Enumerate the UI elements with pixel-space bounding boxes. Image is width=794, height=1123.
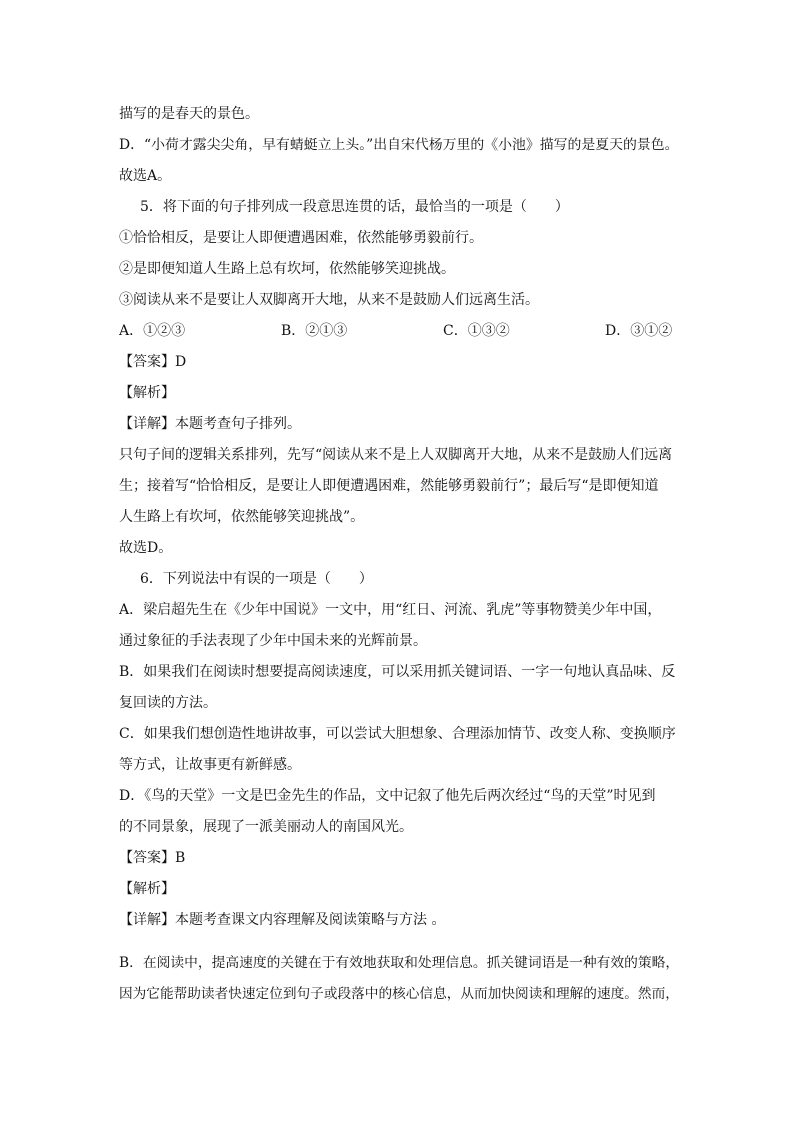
option-a-line: A．梁启超先生在《少年中国说》一文中，用“红日、河流、乳虎”等事物赞美少年中国， xyxy=(119,602,662,618)
text-line: D．“小荷才露尖尖角，早有蜻蜓立上头。”出自宋代杨万里的《小池》描写的是夏天的景色。 xyxy=(119,137,679,153)
analysis-label: 【解析】 xyxy=(119,881,175,897)
answer-label: 【答案】B xyxy=(119,850,186,866)
sentence-2: ②是即便知道人生路上总有坎坷，依然能够笑迎挑战。 xyxy=(119,261,455,277)
sentence-1: ①恰恰相反，是要让人即便遭遇困难，依然能够勇毅前行。 xyxy=(119,230,483,246)
detail-label: 【详解】本题考查句子排列。 xyxy=(119,416,301,432)
explanation-line: 因为它能帮助读者快速定位到句子或段落中的核心信息，从而加快阅读和理解的速度。然而， xyxy=(119,986,679,1002)
analysis-label: 【解析】 xyxy=(119,385,175,401)
option-d-line: D．《鸟的天堂》一文是巴金先生的作品，文中记叙了他先后两次经过“鸟的天堂”时见到 xyxy=(119,788,656,804)
option-c-line: C．如果我们想创造性地讲故事，可以尝试大胆想象、合理添加情节、改变人称、变换顺序 xyxy=(119,726,676,742)
option-c: C．①③② xyxy=(443,323,510,339)
option-b-line: 复回读的方法。 xyxy=(119,695,217,711)
explanation-line: 人生路上有坎坷，依然能够笑迎挑战”。 xyxy=(119,509,365,525)
option-a-line: 通过象征的手法表现了少年中国未来的光辉前景。 xyxy=(119,633,427,649)
text-line: 描写的是春天的景色。 xyxy=(119,106,259,122)
option-d: D．③①② xyxy=(605,323,673,339)
question-6-stem: 6．下列说法中有误的一项是（ ） xyxy=(140,571,373,587)
detail-label: 【详解】本题考查课文内容理解及阅读策略与方法 。 xyxy=(119,912,446,928)
explanation-line: 只句子间的逻辑关系排列，先写“阅读从来不是上人双脚离开大地，从来不是鼓励人们远离 xyxy=(119,447,673,463)
explanation-line: 生；接着写“恰恰相反，是要让人即便遭遇困难，然能够勇毅前行”；最后写“是即便知道 xyxy=(119,478,659,494)
option-b-line: B．如果我们在阅读时想要提高阅读速度，可以采用抓关键词语、一字一句地认真品味、反 xyxy=(119,664,676,680)
option-a: A．①②③ xyxy=(119,323,186,339)
explanation-line: B．在阅读中，提高速度的关键在于有效地获取和处理信息。抓关键词语是一种有效的策略， xyxy=(119,955,679,971)
option-d-line: 的不同景象，展现了一派美丽动人的南国风光。 xyxy=(119,819,413,835)
option-b: B．②①③ xyxy=(281,323,348,339)
answer-label: 【答案】D xyxy=(119,354,187,370)
conclusion: 故选D。 xyxy=(119,540,173,556)
question-5-options xyxy=(119,320,679,342)
option-c-line: 等方式，让故事更有新鲜感。 xyxy=(119,757,301,773)
sentence-3: ③阅读从来不是要让人双脚离开大地，从来不是鼓励人们远离生活。 xyxy=(119,292,539,308)
question-5-stem: 5．将下面的句子排列成一段意思连贯的话，最恰当的一项是（ ） xyxy=(140,199,569,215)
text-line: 故选A。 xyxy=(119,168,172,184)
